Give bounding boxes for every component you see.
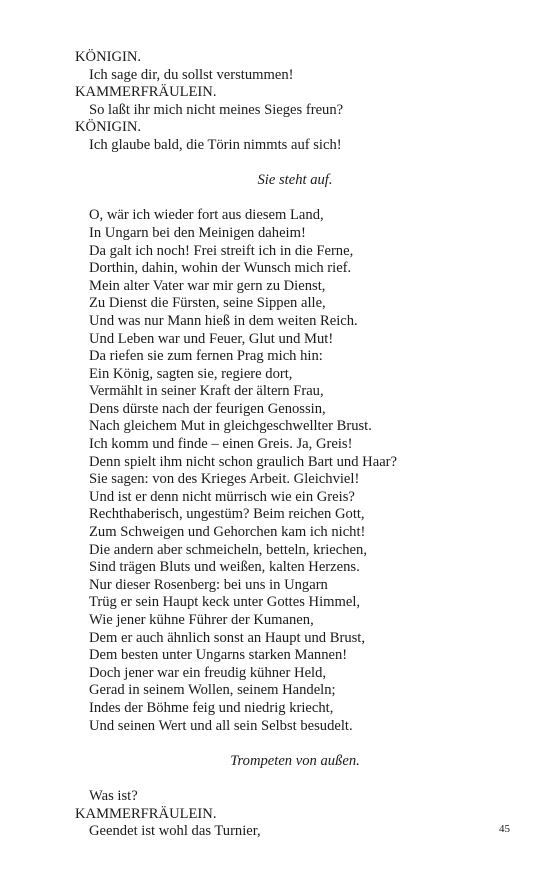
- verse-line: Und seinen Wert und all sein Selbst besudelt.: [89, 717, 353, 734]
- verse-line: Ich komm und finde – einen Greis. Ja, Greis!: [89, 436, 353, 453]
- verse-line: Und Leben war und Feuer, Glut und Mut!: [89, 330, 334, 347]
- verse-line: Mein alter Vater war mir gern zu Dienst,: [89, 277, 326, 294]
- verse-line: Nach gleichem Mut in gleichgeschwellter Brust.: [89, 418, 372, 435]
- verse-line: O, wär ich wieder fort aus diesem Land,: [89, 207, 324, 224]
- verse-line: Dem er auch ähnlich sonst an Haupt und Brust,: [89, 629, 366, 646]
- verse-line: Und ist er denn nicht mürrisch wie ein Greis?: [89, 488, 355, 505]
- verse-line: Doch jener war ein freudig kühner Held,: [89, 664, 327, 681]
- page-number: 45: [499, 823, 510, 835]
- dialogue-block-2: [75, 788, 515, 841]
- drama-text: [75, 49, 515, 841]
- stage-direction: Trompeten von außen.: [230, 752, 360, 769]
- verse-line: Die andern aber schmeicheln, betteln, kriechen,: [89, 541, 367, 558]
- verse-line: Da riefen sie zum fernen Prag mich hin:: [89, 348, 323, 365]
- verse-line: Geendet ist wohl das Turnier,: [89, 823, 261, 840]
- verse-line: Dem besten unter Ungarns starken Mannen!: [89, 647, 348, 664]
- blank-line: [75, 155, 515, 173]
- verse-line: So laßt ihr mich nicht meines Sieges freun?: [89, 101, 344, 118]
- dialogue-block-1: [75, 49, 515, 155]
- verse-line: Trüg er sein Haupt keck unter Gottes Himmel,: [89, 594, 361, 611]
- verse-line: Vermählt in seiner Kraft der ältern Frau,: [89, 383, 324, 400]
- blank-line: [75, 735, 515, 753]
- verse-line: Sie sagen: von des Krieges Arbeit. Gleichviel!: [89, 471, 360, 488]
- verse-line: Sind trägen Bluts und weißen, kalten Herzens.: [89, 559, 360, 576]
- verse-line: Gerad in seinem Wollen, seinem Handeln;: [89, 682, 336, 699]
- speaker-name: KÖNIGIN.: [75, 119, 142, 136]
- verse-line: Rechthaberisch, ungestüm? Beim reichen Gott,: [89, 506, 365, 523]
- verse-line: In Ungarn bei den Meinigen daheim!: [89, 224, 306, 241]
- blank-line: [75, 190, 515, 208]
- verse-line: Wie jener kühne Führer der Kumanen,: [89, 612, 314, 628]
- verse-line: Da galt ich noch! Frei streift ich in die Ferne,: [89, 242, 354, 259]
- verse-line: Und was nur Mann hieß in dem weiten Reich.: [89, 312, 358, 329]
- speaker-name: KÖNIGIN.: [75, 49, 142, 65]
- verse-line: Ein König, sagten sie, regiere dort,: [89, 365, 293, 382]
- speaker-name: KAMMERFRÄULEIN.: [75, 84, 217, 101]
- verse-line: Indes der Böhme feig und niedrig kriecht,: [89, 699, 334, 716]
- verse-line: Denn spielt ihm nicht schon graulich Bart und Haar?: [89, 453, 398, 470]
- verse-line: Ich glaube bald, die Törin nimmts auf sich!: [89, 136, 342, 153]
- speaker-name: KAMMERFRÄULEIN.: [75, 805, 217, 822]
- verse-line: Dorthin, dahin, wohin der Wunsch mich rief.: [89, 260, 352, 277]
- verse-line: Zu Dienst die Fürsten, seine Sippen alle,: [89, 295, 326, 312]
- verse-line: Nur dieser Rosenberg: bei uns in Ungarn: [89, 576, 328, 593]
- stage-direction: Sie steht auf.: [257, 172, 333, 189]
- verse-line: Ich sage dir, du sollst verstummen!: [89, 66, 294, 83]
- verse-line: Was ist?: [89, 787, 138, 804]
- monologue-block: [75, 207, 515, 735]
- verse-line: Zum Schweigen und Gehorchen kam ich nicht!: [89, 524, 366, 541]
- verse-line: Dens dürste nach der feurigen Genossin,: [89, 400, 326, 417]
- blank-line: [75, 770, 515, 788]
